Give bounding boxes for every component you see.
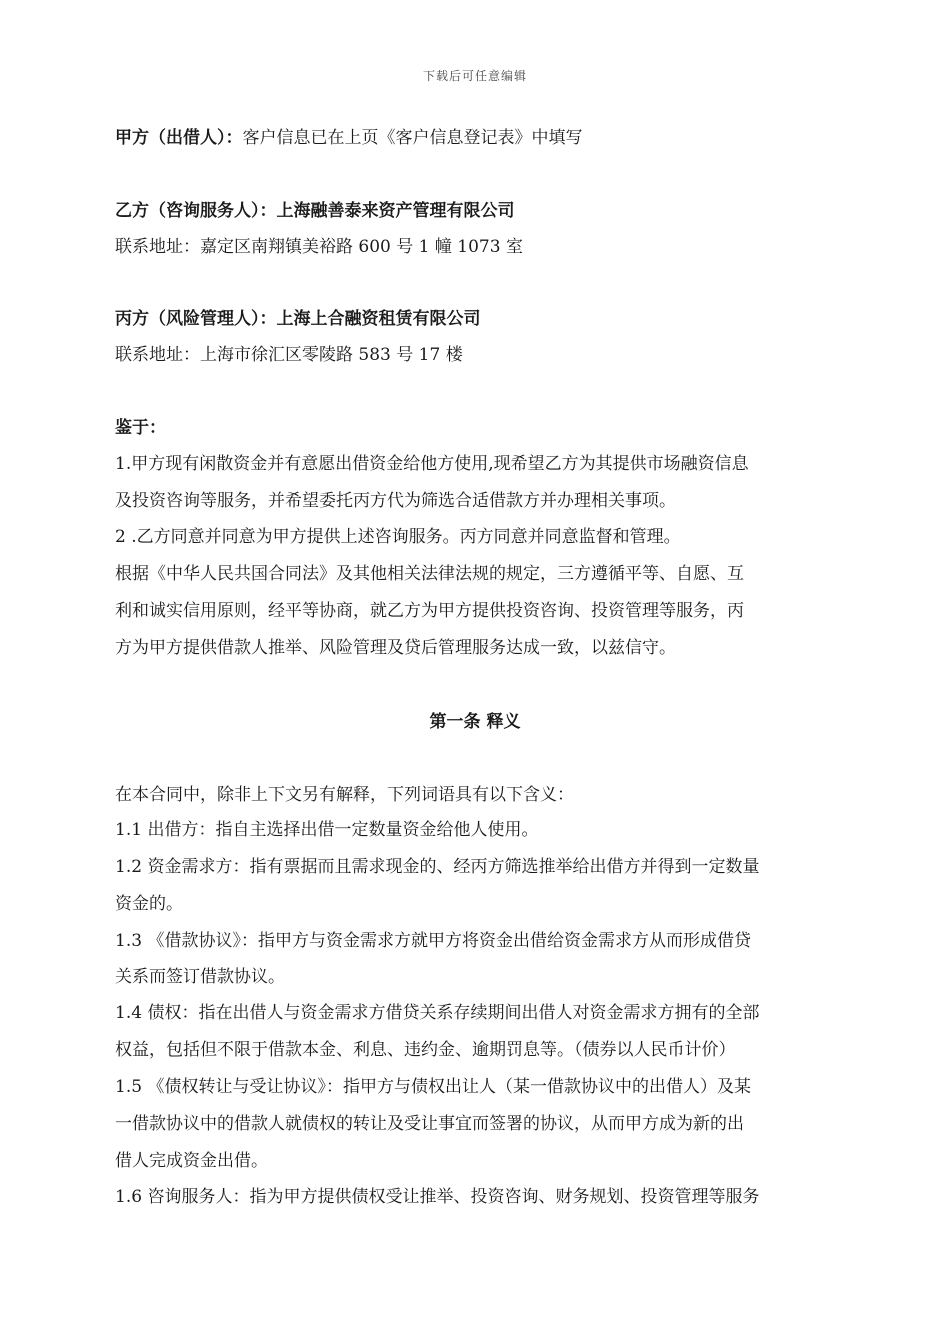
party-b-line (115, 199, 845, 223)
whereas-line: 及投资咨询等服务，并希望委托丙方代为筛选合适借款方并办理相关事项。 (115, 491, 676, 511)
article-1-line: 1.1 出借方：指自主选择出借一定数量资金给他人使用。 (115, 820, 539, 840)
whereas-heading: 鉴于： (115, 418, 166, 438)
party-c-label: 丙方（风险管理人）： (115, 309, 277, 329)
whereas-line: 1.甲方现有闲散资金并有意愿出借资金给他方使用,现希望乙方为其提供市场融资信息 (115, 454, 749, 474)
whereas-line: 根据《中华人民共国合同法》及其他相关法律法规的规定，三方遵循平等、自愿、互 (115, 564, 744, 584)
article-1-line: 1.5 《债权转让与受让协议》：指甲方与债权出让人（某一借款协议中的出借人）及某 (115, 1077, 751, 1097)
article-1-line: 关系而签订借款协议。 (115, 967, 285, 987)
party-a-line (115, 126, 845, 150)
article-1-line: 1.3 《借款协议》：指甲方与资金需求方就甲方将资金出借给资金需求方从而形成借贷 (115, 931, 751, 951)
whereas-line: 2 .乙方同意并同意为甲方提供上述咨询服务。丙方同意并同意监督和管理。 (115, 527, 681, 547)
article-1-line: 1.6 咨询服务人：指为甲方提供债权受让推举、投资咨询、财务规划、投资管理等服务 (115, 1187, 760, 1207)
article-1-line: 借人完成资金出借。 (115, 1151, 268, 1171)
article-1-title: 第一条 释义 (429, 712, 521, 732)
whereas-line: 利和诚实信用原则，经平等协商，就乙方为甲方提供投资咨询、投资管理等服务，丙 (115, 601, 744, 621)
party-c-address: 联系地址：上海市徐汇区零陵路 583 号 17 楼 (115, 345, 463, 365)
party-b-address: 联系地址：嘉定区南翔镇美裕路 600 号 1 幢 1073 室 (115, 237, 523, 257)
article-1-line: 一借款协议中的借款人就债权的转让及受让事宜而签署的协议，从而甲方成为新的出 (115, 1114, 744, 1134)
article-1-line: 1.4 债权：指在出借人与资金需求方借贷关系存续期间出借人对资金需求方拥有的全部 (115, 1003, 760, 1023)
page-header: 下载后可任意编辑 (422, 69, 527, 83)
party-b-name: 上海融善泰来资产管理有限公司 (276, 201, 515, 221)
party-a-label: 甲方（出借人）： (115, 128, 243, 148)
article-1-line: 资金的。 (115, 894, 183, 914)
article-1-line: 权益，包括但不限于借款本金、利息、违约金、逾期罚息等。（债券以人民币计价） (115, 1040, 736, 1060)
party-b-label: 乙方（咨询服务人）： (115, 201, 277, 221)
party-a-text: 客户信息已在上页《客户信息登记表》中填写 (242, 128, 583, 148)
party-c-name: 上海上合融资租赁有限公司 (276, 309, 481, 329)
article-1-line: 在本合同中，除非上下文另有解释，下列词语具有以下含义： (115, 785, 574, 805)
article-1-line: 1.2 资金需求方：指有票据而且需求现金的、经丙方筛选推举给出借方并得到一定数量 (115, 857, 760, 877)
whereas-line: 方为甲方提供借款人推举、风险管理及贷后管理服务达成一致，以兹信守。 (115, 638, 676, 658)
party-c-line (115, 307, 845, 331)
